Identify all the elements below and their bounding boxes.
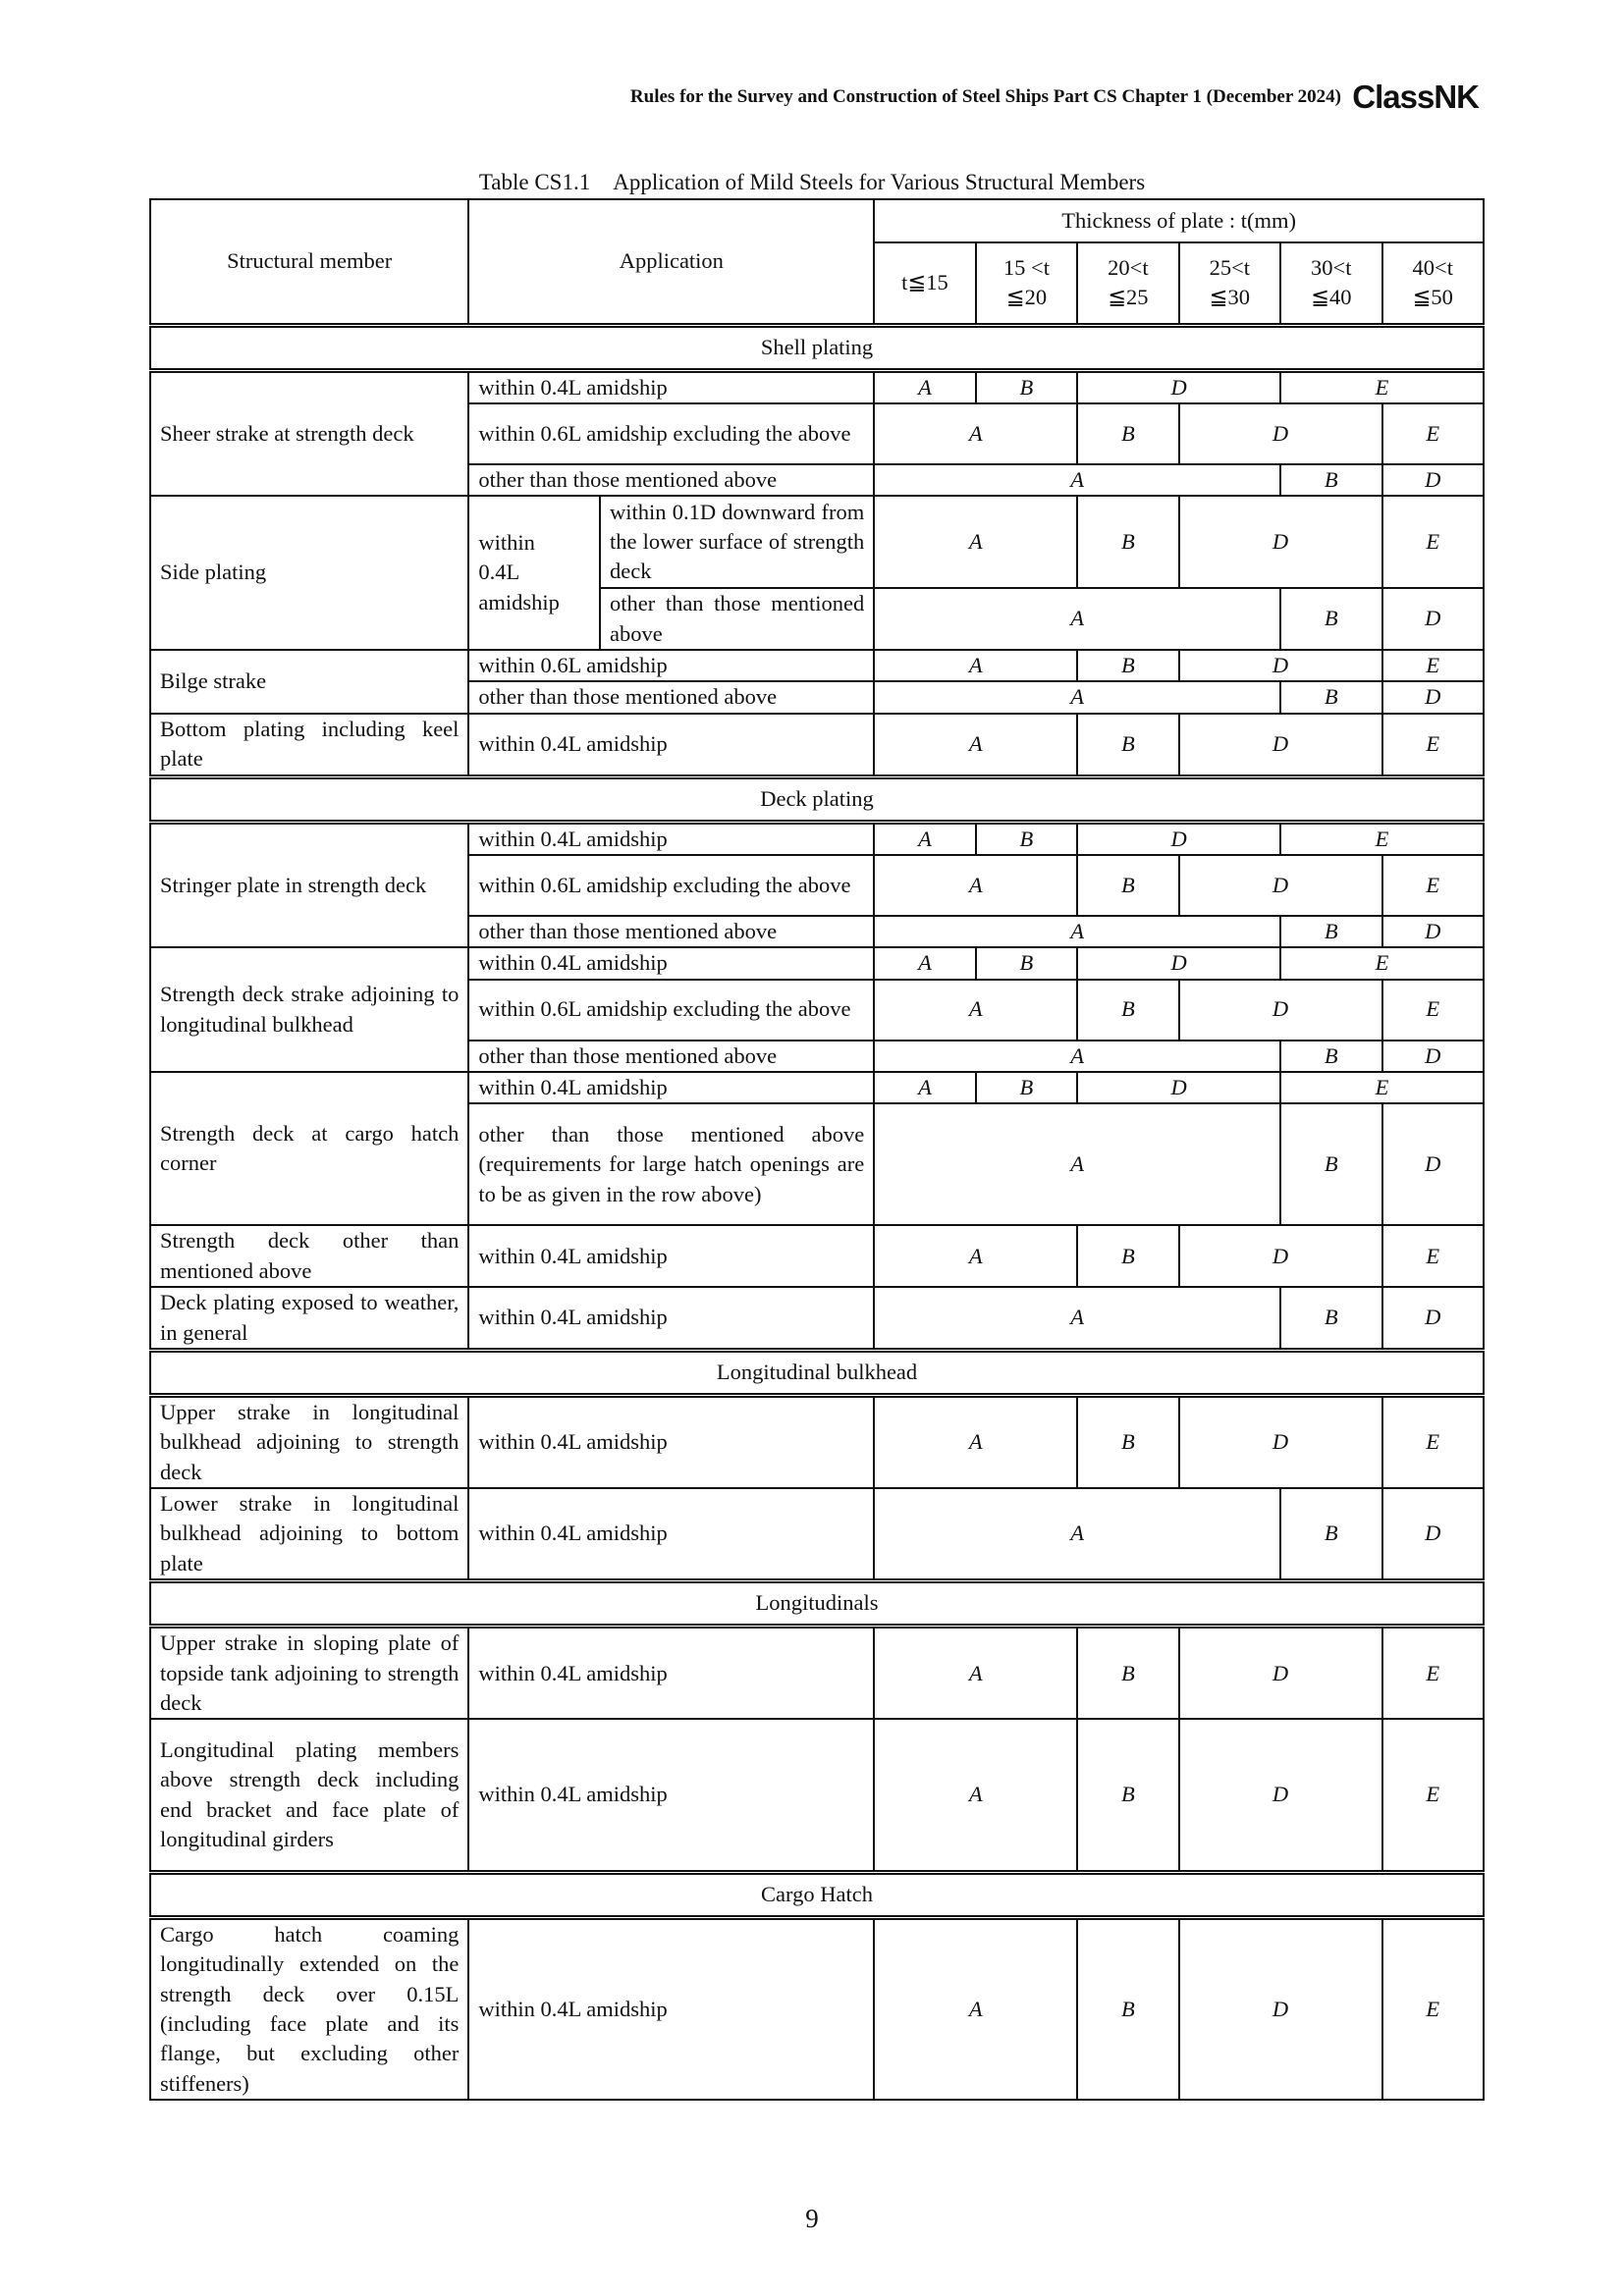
application-cell: within 0.6L amidship excluding the above: [468, 980, 874, 1041]
table-caption: [0, 170, 1624, 195]
thickness-range: 25<t ≦30: [1179, 242, 1280, 325]
grade-cell: B: [1280, 1041, 1381, 1072]
table-row: [150, 1627, 1484, 1720]
grade-cell: A: [874, 1041, 1280, 1072]
table-header-row: [150, 199, 1484, 242]
grade-cell: A: [874, 1395, 1077, 1488]
grade-cell: B: [976, 1072, 1077, 1103]
grade-cell: A: [874, 822, 975, 855]
table-row: [150, 496, 1484, 588]
table-row: [150, 1287, 1484, 1350]
grade-cell: B: [1077, 1627, 1178, 1720]
thickness-range: t≦15: [874, 242, 975, 325]
grade-cell: E: [1382, 1627, 1485, 1720]
application-cell: within 0.4L amidship: [468, 714, 874, 776]
member-hatch-coaming: Cargo hatch coaming longitudinally extended on the strength deck over 0.15L (including face plate and its flange, but excluding other stiffeners): [150, 1917, 468, 2100]
section-cargo-hatch: Cargo Hatch: [150, 1872, 1484, 1917]
grade-cell: D: [1382, 1103, 1485, 1225]
member-bilge-strake: Bilge strake: [150, 650, 468, 714]
member-bottom-plating: Bottom plating including keel plate: [150, 714, 468, 776]
table-row: [150, 1488, 1484, 1581]
application-cell: within 0.4L amidship: [468, 947, 874, 979]
grade-cell: E: [1382, 650, 1485, 681]
grade-cell: A: [874, 650, 1077, 681]
thickness-range: 20<t ≦25: [1077, 242, 1178, 325]
application-cell: within 0.4L amidship: [468, 1719, 874, 1872]
grade-cell: B: [1280, 1103, 1381, 1225]
application-cell: other than those mentioned above: [468, 464, 874, 496]
application-cell: within 0.4L amidship: [468, 1395, 874, 1488]
grade-cell: D: [1179, 855, 1382, 916]
col-application: Application: [468, 199, 874, 325]
grade-cell: B: [1077, 980, 1178, 1041]
table-row: [150, 1719, 1484, 1872]
grade-cell: A: [874, 1072, 975, 1103]
member-deck-strake-adjoining: Strength deck strake adjoining to longitudinal bulkhead: [150, 947, 468, 1072]
application-cell: within 0.6L amidship: [468, 650, 874, 681]
member-upper-strake-bulkhead: Upper strake in longitudinal bulkhead adjoining to strength deck: [150, 1395, 468, 1488]
classnk-logo: ClassNK: [1352, 79, 1479, 115]
table-row: [150, 822, 1484, 855]
grade-cell: A: [874, 855, 1077, 916]
grade-cell: D: [1179, 403, 1382, 464]
grade-cell: B: [1077, 403, 1178, 464]
grade-cell: B: [1077, 714, 1178, 776]
application-cell: other than those mentioned above: [468, 681, 874, 713]
grade-cell: E: [1382, 496, 1485, 588]
grade-cell: B: [1280, 464, 1381, 496]
table-row: [150, 370, 1484, 403]
grade-cell: B: [1077, 1395, 1178, 1488]
running-title: Rules for the Survey and Construction of Steel Ships Part CS Chapter 1 (December 2024): [629, 86, 1341, 107]
grade-cell: D: [1382, 1287, 1485, 1350]
grade-cell: A: [874, 1287, 1280, 1350]
application-cell: within 0.1D downward from the lower surface of strength deck: [600, 496, 874, 588]
grade-cell: D: [1179, 1627, 1382, 1720]
thickness-header: Thickness of plate : t(mm): [874, 199, 1484, 242]
grade-cell: B: [1280, 588, 1381, 650]
thickness-range: 40<t ≦50: [1382, 242, 1485, 325]
grade-cell: D: [1179, 1395, 1382, 1488]
grade-cell: A: [874, 1917, 1077, 2100]
grade-cell: A: [874, 1719, 1077, 1872]
grade-cell: D: [1179, 496, 1382, 588]
grade-cell: D: [1179, 1917, 1382, 2100]
grade-cell: D: [1382, 1041, 1485, 1072]
table-row: [150, 650, 1484, 681]
grade-cell: D: [1382, 916, 1485, 947]
grade-cell: E: [1280, 822, 1484, 855]
grade-cell: E: [1280, 1072, 1484, 1103]
grade-cell: D: [1077, 370, 1280, 403]
grade-cell: B: [1077, 496, 1178, 588]
section-longitudinals: Longitudinals: [150, 1581, 1484, 1627]
grade-cell: B: [1280, 916, 1381, 947]
section-shell-plating: Shell plating: [150, 325, 1484, 370]
member-side-plating: Side plating: [150, 496, 468, 650]
member-deck-exposed: Deck plating exposed to weather, in general: [150, 1287, 468, 1350]
thickness-range: 15 <t ≦20: [976, 242, 1077, 325]
grade-cell: A: [874, 947, 975, 979]
application-cell: within 0.4L amidship: [468, 1287, 874, 1350]
grade-cell: A: [874, 681, 1280, 713]
section-deck-plating: Deck plating: [150, 776, 1484, 822]
application-cell: within 0.4L amidship: [468, 822, 874, 855]
grade-cell: D: [1382, 464, 1485, 496]
table-row: [150, 714, 1484, 776]
table-row: [150, 947, 1484, 979]
member-long-plating-members: Longitudinal plating members above strength deck including end bracket and face plate of longitudinal girders: [150, 1719, 468, 1872]
grade-cell: D: [1077, 1072, 1280, 1103]
application-cell-within-0-4l: within 0.4L amidship: [468, 496, 600, 650]
grade-cell: A: [874, 403, 1077, 464]
grade-cell: E: [1280, 947, 1484, 979]
application-cell: within 0.4L amidship: [468, 1917, 874, 2100]
grade-cell: E: [1382, 1917, 1485, 2100]
member-upper-strake-sloping: Upper strake in sloping plate of topside tank adjoining to strength deck: [150, 1627, 468, 1720]
grade-cell: B: [1280, 1488, 1381, 1581]
application-cell: other than those mentioned above: [600, 588, 874, 650]
grade-cell: A: [874, 714, 1077, 776]
table-row: [150, 1072, 1484, 1103]
grade-cell: A: [874, 1225, 1077, 1287]
grade-cell: D: [1179, 714, 1382, 776]
grade-cell: A: [874, 588, 1280, 650]
table-row: [150, 1395, 1484, 1488]
member-deck-other: Strength deck other than mentioned above: [150, 1225, 468, 1287]
grade-cell: E: [1382, 1395, 1485, 1488]
application-cell: within 0.4L amidship: [468, 1072, 874, 1103]
mild-steel-table: [149, 198, 1485, 2101]
grade-cell: A: [874, 1488, 1280, 1581]
grade-cell: D: [1382, 1488, 1485, 1581]
grade-cell: A: [874, 464, 1280, 496]
member-sheer-strake: Sheer strake at strength deck: [150, 370, 468, 496]
grade-cell: E: [1382, 855, 1485, 916]
grade-cell: B: [976, 947, 1077, 979]
application-cell: within 0.6L amidship excluding the above: [468, 403, 874, 464]
grade-cell: B: [1077, 650, 1178, 681]
member-stringer-plate: Stringer plate in strength deck: [150, 822, 468, 947]
grade-cell: D: [1179, 1719, 1382, 1872]
table-row: [150, 1917, 1484, 2100]
application-cell: within 0.4L amidship: [468, 1627, 874, 1720]
grade-cell: A: [874, 916, 1280, 947]
grade-cell: D: [1179, 650, 1382, 681]
member-deck-hatch-corner: Strength deck at cargo hatch corner: [150, 1072, 468, 1225]
grade-cell: E: [1382, 1719, 1485, 1872]
grade-cell: A: [874, 370, 975, 403]
member-lower-strake-bulkhead: Lower strake in longitudinal bulkhead adjoining to bottom plate: [150, 1488, 468, 1581]
grade-cell: E: [1382, 714, 1485, 776]
grade-cell: B: [1077, 855, 1178, 916]
section-longitudinal-bulkhead: Longitudinal bulkhead: [150, 1350, 1484, 1395]
application-cell: other than those mentioned above: [468, 1041, 874, 1072]
grade-cell: E: [1382, 1225, 1485, 1287]
grade-cell: D: [1179, 1225, 1382, 1287]
application-cell: within 0.4L amidship: [468, 1488, 874, 1581]
grade-cell: A: [874, 980, 1077, 1041]
grade-cell: B: [1280, 681, 1381, 713]
grade-cell: B: [976, 370, 1077, 403]
grade-cell: A: [874, 1627, 1077, 1720]
grade-cell: B: [1077, 1719, 1178, 1872]
table-caption-number: Table CS1.1: [478, 170, 591, 194]
application-cell: other than those mentioned above (requirements for large hatch openings are to be as given in the row above): [468, 1103, 874, 1225]
grade-cell: E: [1382, 980, 1485, 1041]
grade-cell: A: [874, 1103, 1280, 1225]
grade-cell: D: [1077, 822, 1280, 855]
grade-cell: E: [1280, 370, 1484, 403]
table-caption-text: Application of Mild Steels for Various Structural Members: [613, 170, 1146, 194]
grade-cell: B: [1077, 1225, 1178, 1287]
table-row: [150, 1225, 1484, 1287]
thickness-range: 30<t ≦40: [1280, 242, 1381, 325]
application-cell: within 0.6L amidship excluding the above: [468, 855, 874, 916]
grade-cell: B: [1280, 1287, 1381, 1350]
grade-cell: B: [976, 822, 1077, 855]
grade-cell: D: [1179, 980, 1382, 1041]
page-number: 9: [805, 2204, 819, 2233]
grade-cell: D: [1382, 588, 1485, 650]
application-cell: other than those mentioned above: [468, 916, 874, 947]
application-cell: within 0.4L amidship: [468, 370, 874, 403]
grade-cell: B: [1077, 1917, 1178, 2100]
application-cell: within 0.4L amidship: [468, 1225, 874, 1287]
col-structural-member: Structural member: [150, 199, 468, 325]
grade-cell: E: [1382, 403, 1485, 464]
grade-cell: D: [1077, 947, 1280, 979]
grade-cell: A: [874, 496, 1077, 588]
running-header: [546, 79, 1479, 118]
grade-cell: D: [1382, 681, 1485, 713]
